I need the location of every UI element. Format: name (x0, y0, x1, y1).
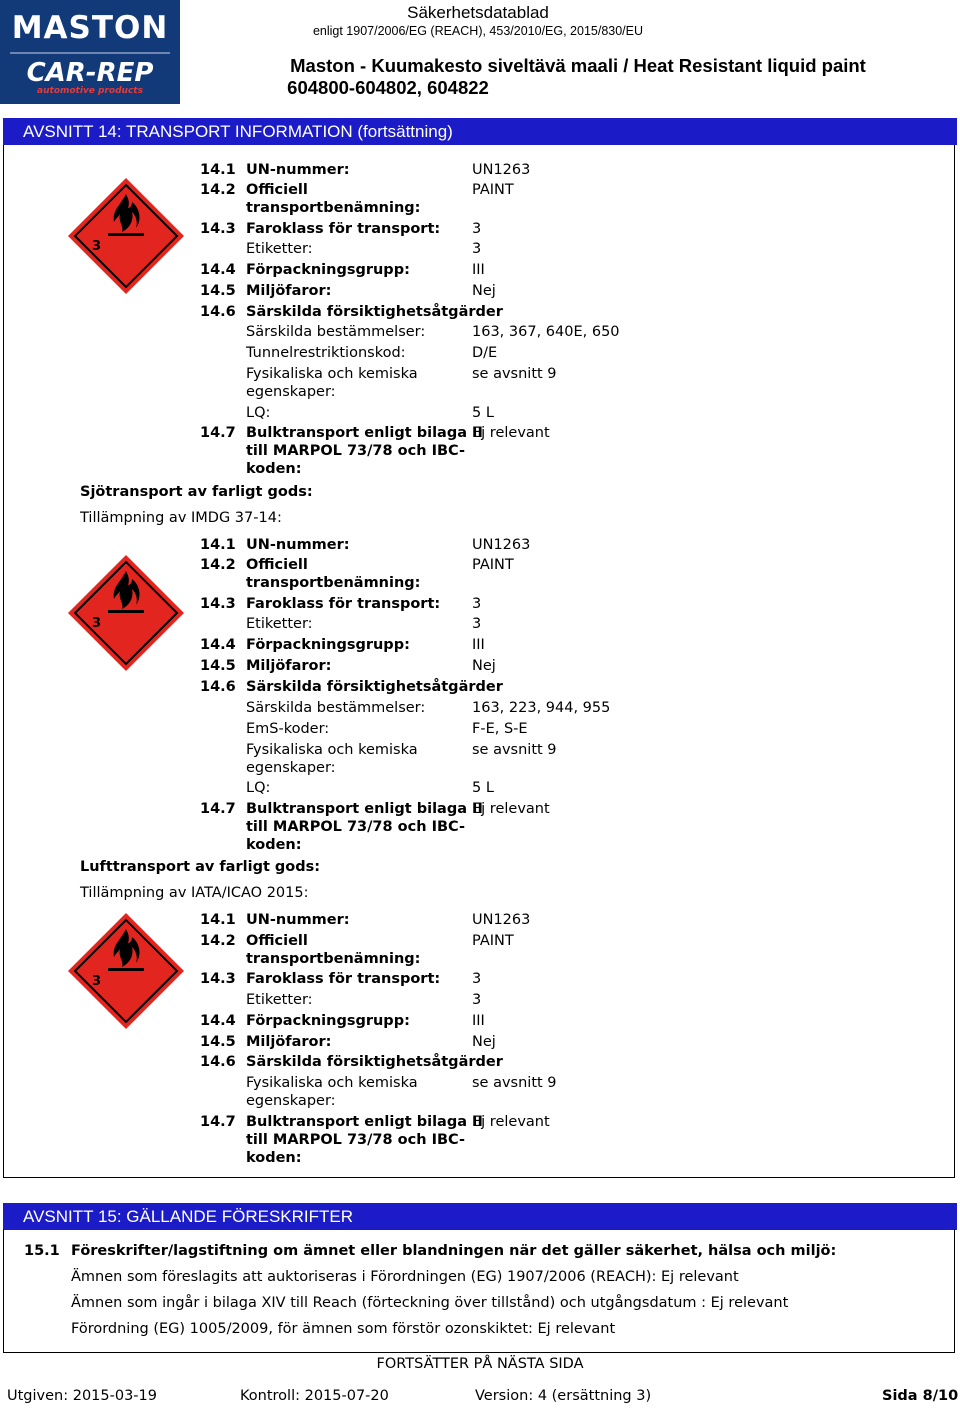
sea-bulk-label-1: Bulktransport enligt bilaga II (246, 801, 483, 817)
air-heading: Lufttransport av farligt gods: (80, 859, 321, 875)
footer-checked: Kontroll: 2015-07-20 (240, 1388, 389, 1404)
air-etiketter-label: Etiketter: (246, 992, 313, 1008)
logo-tagline: automotive products (37, 86, 143, 96)
sea-lq-value: 5 L (472, 780, 494, 796)
sea-phys-value: se avsnitt 9 (472, 742, 557, 758)
sea-ems-label: EmS-koder: (246, 721, 330, 737)
air-class-value: 3 (472, 971, 482, 987)
road-name-label-2: transportbenämning: (246, 200, 421, 216)
section-14-title: AVSNITT 14: TRANSPORT INFORMATION (fortsättning) (3, 118, 957, 145)
sea-ems-value: F-E, S-E (472, 721, 528, 737)
air-bulk-num: 14.7 (200, 1114, 236, 1130)
s15-line-3: Förordning (EG) 1005/2009, för ämnen som förstör ozonskiktet: Ej relevant (71, 1321, 616, 1337)
road-name-num: 14.2 (200, 182, 236, 198)
footer-version: Version: 4 (ersättning 3) (475, 1388, 652, 1404)
road-etiketter-label: Etiketter: (246, 241, 313, 257)
road-phys-label-2: egenskaper: (246, 384, 336, 400)
section-15-title: AVSNITT 15: GÄLLANDE FÖRESKRIFTER (3, 1203, 957, 1230)
road-etiketter-value: 3 (472, 241, 482, 257)
road-phys-value: se avsnitt 9 (472, 366, 557, 382)
sea-class-value: 3 (472, 596, 482, 612)
air-bulk-label-2: till MARPOL 73/78 och IBC- (246, 1132, 466, 1148)
air-sub: Tillämpning av IATA/ICAO 2015: (80, 885, 309, 901)
sea-env-value: Nej (472, 658, 496, 674)
air-pg-value: III (472, 1013, 485, 1029)
air-class-num: 14.3 (200, 971, 236, 987)
sea-pg-value: III (472, 637, 485, 653)
sea-name-num: 14.2 (200, 557, 236, 573)
road-class-value: 3 (472, 221, 482, 237)
sea-prec-label: Särskilda försiktighetsåtgärder (246, 679, 503, 695)
road-bulk-label-3: koden: (246, 461, 302, 477)
air-bulk-label-3: koden: (246, 1150, 302, 1166)
air-phys-label-1: Fysikaliska och kemiska (246, 1075, 418, 1091)
product-code: 604800-604802, 604822 (287, 77, 489, 98)
logo-brand: CAR-REP (26, 58, 154, 88)
air-class-label: Faroklass för transport: (246, 971, 441, 987)
sea-phys-label-2: egenskaper: (246, 760, 336, 776)
sea-name-label-2: transportbenämning: (246, 575, 421, 591)
logo-wordmark: MASTON (6, 6, 174, 50)
road-pg-value: III (472, 262, 485, 278)
s15-line-2: Ämnen som ingår i bilaga XIV till Reach (förteckning över tillstånd) och utgångsdatum : Ej relevant (71, 1295, 789, 1311)
sea-class-label: Faroklass för transport: (246, 596, 441, 612)
road-class-label: Faroklass för transport: (246, 221, 441, 237)
footer-issued: Utgiven: 2015-03-19 (7, 1388, 157, 1404)
sea-heading: Sjötransport av farligt gods: (80, 484, 313, 500)
road-prec-num: 14.6 (200, 304, 236, 320)
sea-phys-label-1: Fysikaliska och kemiska (246, 742, 418, 758)
product-name: Maston - Kuumakesto siveltävä maali / Heat Resistant liquid paint (290, 55, 866, 76)
sea-prec-num: 14.6 (200, 679, 236, 695)
air-name-num: 14.2 (200, 933, 236, 949)
sea-special-value: 163, 223, 944, 955 (472, 700, 611, 716)
air-phys-label-2: egenskaper: (246, 1093, 336, 1109)
road-env-num: 14.5 (200, 283, 236, 299)
sea-pg-label: Förpackningsgrupp: (246, 637, 410, 653)
sea-un-num: 14.1 (200, 537, 236, 553)
sea-etiketter-value: 3 (472, 616, 482, 632)
road-special-value: 163, 367, 640E, 650 (472, 324, 620, 340)
air-prec-label: Särskilda försiktighetsåtgärder (246, 1054, 503, 1070)
air-un-num: 14.1 (200, 912, 236, 928)
road-tunnel-label: Tunnelrestriktionskod: (246, 345, 406, 361)
sea-name-label-1: Officiell (246, 557, 308, 573)
road-class-num: 14.3 (200, 221, 236, 237)
air-pg-num: 14.4 (200, 1013, 236, 1029)
road-phys-label-1: Fysikaliska och kemiska (246, 366, 418, 382)
road-bulk-value: Ej relevant (472, 425, 550, 441)
sea-special-label: Särskilda bestämmelser: (246, 700, 426, 716)
air-bulk-label-1: Bulktransport enligt bilaga II (246, 1114, 483, 1130)
air-un-label: UN-nummer: (246, 912, 350, 928)
air-phys-value: se avsnitt 9 (472, 1075, 557, 1091)
pictogram-class-label: 3 (92, 616, 102, 631)
air-name-label-2: transportbenämning: (246, 951, 421, 967)
sea-pg-num: 14.4 (200, 637, 236, 653)
sea-env-num: 14.5 (200, 658, 236, 674)
sea-un-label: UN-nummer: (246, 537, 350, 553)
continued-notice: FORTSÄTTER PÅ NÄSTA SIDA (376, 1356, 584, 1372)
pictogram-class-label: 3 (92, 974, 102, 989)
road-pg-num: 14.4 (200, 262, 236, 278)
logo-divider (10, 52, 170, 54)
air-env-num: 14.5 (200, 1034, 236, 1050)
sea-bulk-value: Ej relevant (472, 801, 550, 817)
road-env-value: Nej (472, 283, 496, 299)
sea-bulk-label-3: koden: (246, 837, 302, 853)
road-name-value: PAINT (472, 182, 514, 198)
s15-heading: Föreskrifter/lagstiftning om ämnet eller blandningen när det gäller säkerhet, hälsa och miljö: (71, 1243, 837, 1259)
sea-un-value: UN1263 (472, 537, 531, 553)
document-title: Säkerhetsdatablad (407, 3, 549, 22)
sea-bulk-num: 14.7 (200, 801, 236, 817)
air-pg-label: Förpackningsgrupp: (246, 1013, 410, 1029)
road-tunnel-value: D/E (472, 345, 498, 361)
road-bulk-label-1: Bulktransport enligt bilaga II (246, 425, 483, 441)
air-name-label-1: Officiell (246, 933, 308, 949)
sea-class-num: 14.3 (200, 596, 236, 612)
air-prec-num: 14.6 (200, 1054, 236, 1070)
road-special-label: Särskilda bestämmelser: (246, 324, 426, 340)
road-bulk-num: 14.7 (200, 425, 236, 441)
road-un-value: UN1263 (472, 162, 531, 178)
road-un-num: 14.1 (200, 162, 236, 178)
road-env-label: Miljöfaror: (246, 283, 332, 299)
sea-etiketter-label: Etiketter: (246, 616, 313, 632)
air-un-value: UN1263 (472, 912, 531, 928)
flame-icon (66, 176, 186, 296)
air-bulk-value: Ej relevant (472, 1114, 550, 1130)
sea-bulk-label-2: till MARPOL 73/78 och IBC- (246, 819, 466, 835)
sea-sub: Tillämpning av IMDG 37-14: (80, 510, 282, 526)
sea-lq-label: LQ: (246, 780, 271, 796)
road-lq-value: 5 L (472, 405, 494, 421)
document-regulation: enligt 1907/2006/EG (REACH), 453/2010/EG, 2015/830/EU (312, 24, 644, 38)
flame-icon (66, 911, 186, 1031)
road-lq-label: LQ: (246, 405, 271, 421)
sea-name-value: PAINT (472, 557, 514, 573)
road-name-label-1: Officiell (246, 182, 308, 198)
air-env-label: Miljöfaror: (246, 1034, 332, 1050)
road-bulk-label-2: till MARPOL 73/78 och IBC- (246, 443, 466, 459)
s15-num: 15.1 (24, 1243, 60, 1259)
air-name-value: PAINT (472, 933, 514, 949)
pictogram-class-label: 3 (92, 239, 102, 254)
sea-env-label: Miljöfaror: (246, 658, 332, 674)
road-prec-label: Särskilda försiktighetsåtgärder (246, 304, 503, 320)
footer-page: Sida 8/10 (882, 1388, 959, 1404)
road-pg-label: Förpackningsgrupp: (246, 262, 410, 278)
air-env-value: Nej (472, 1034, 496, 1050)
flame-icon (66, 553, 186, 673)
air-etiketter-value: 3 (472, 992, 482, 1008)
road-un-label: UN-nummer: (246, 162, 350, 178)
s15-line-1: Ämnen som föreslagits att auktoriseras i Förordningen (EG) 1907/2006 (REACH): Ej relevant (71, 1269, 739, 1285)
